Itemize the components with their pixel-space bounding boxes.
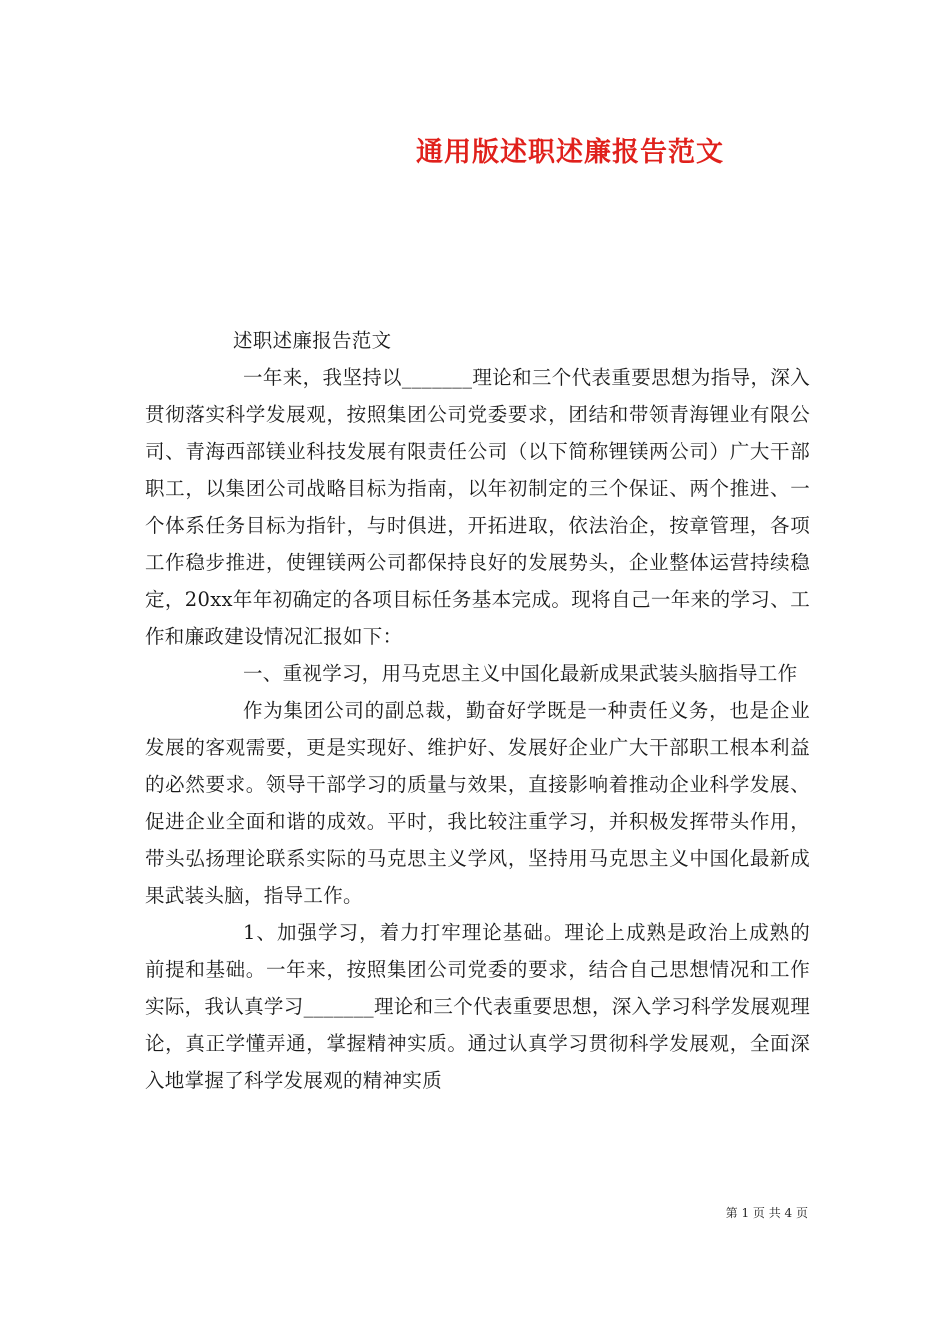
- section-heading-1: 一、重视学习，用马克思主义中国化最新成果武装头脑指导工作: [243, 662, 798, 685]
- page-number-footer: 第 1 页 共 4 页: [725, 1206, 808, 1220]
- document-title: 通用版述职述廉报告范文: [416, 137, 724, 168]
- paragraph-study: 作为集团公司的副总裁，勤奋好学既是一种责任义务，也是企业发展的客观需要，更是实现好、维护好、发展好企业广大干部职工根本利益的必然要求。领导干部学习的质量与效果，直接影响着推动企业科学发展、促进企业全面和谐的成效。平时，我比较注重学习，并积极发挥带头作用，带头弘扬理论联系实际的马克思主义学风，坚持用马克思主义中国化最新成果武装头脑，指导工作。: [145, 699, 810, 907]
- document-body: [145, 322, 810, 1099]
- paragraph-theory: 1、加强学习，着力打牢理论基础。理论上成熟是政治上成熟的前提和基础。一年来，按照集团公司党委的要求，结合自己思想情况和工作实际，我认真学习_______理论和三个代表重要思想，深入学习科学发展观理论，真正学懂弄通，掌握精神实质。通过认真学习贯彻科学发展观，全面深入地掌握了科学发展观的精神实质: [145, 921, 810, 1092]
- paragraph-intro: 一年来，我坚持以_______理论和三个代表重要思想为指导，深入贯彻落实科学发展观，按照集团公司党委要求，团结和带领青海锂业有限公司、青海西部镁业科技发展有限责任公司（以下简称锂镁两公司）广大干部职工，以集团公司战略目标为指南，以年初制定的三个保证、两个推进、一个体系任务目标为指针，与时俱进，开拓进取，依法治企，按章管理，各项工作稳步推进，使锂镁两公司都保持良好的发展势头，企业整体运营持续稳定，20xx年年初确定的各项目标任务基本完成。现将自己一年来的学习、工作和廉政建设情况汇报如下：: [145, 366, 810, 648]
- document-subtitle: 述职述廉报告范文: [233, 329, 392, 352]
